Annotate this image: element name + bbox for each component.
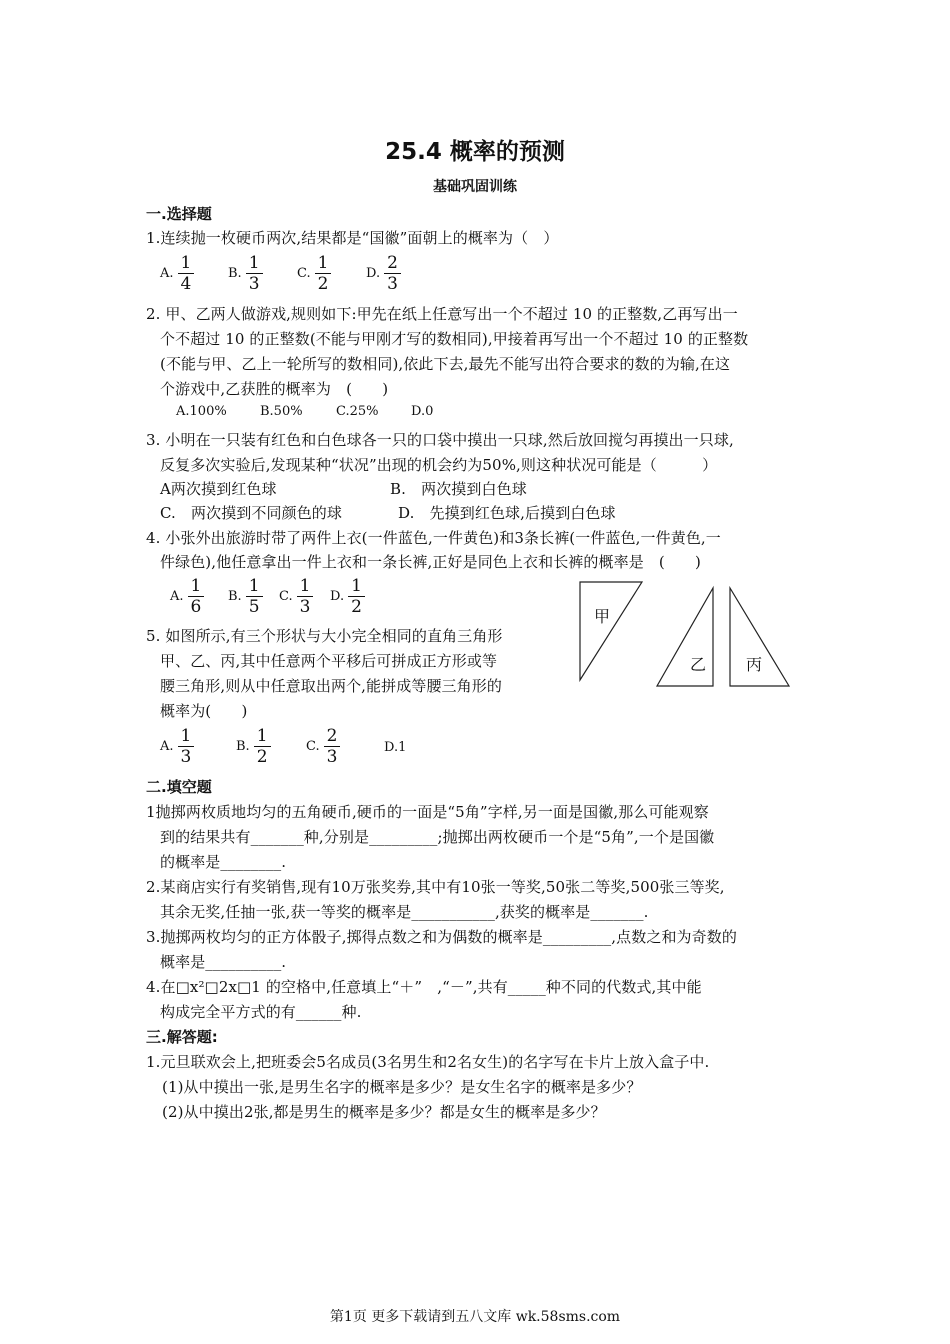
- page-subtitle: 基础巩固训练: [433, 179, 517, 195]
- question-3-option-b: B. 两次摸到白色球: [390, 480, 527, 498]
- question-5-option-a: A. $\frac{1}{3}$: [160, 726, 194, 767]
- triangle-label-yi: 乙: [690, 655, 707, 674]
- page-title: 25.4 概率的预测: [385, 139, 565, 165]
- question-2-line: (不能与甲、乙上一轮所写的数相同),依此下去,最先不能写出符合要求的数的为输,在这: [160, 355, 731, 373]
- question-2-option-a: A.100%: [176, 404, 227, 419]
- question-4-option-d: D. $\frac{1}{2}$: [330, 576, 365, 617]
- question-2-option-d: D.0: [411, 404, 434, 419]
- question-4-line: 件绿色),他任意拿出一件上衣和一条长裤,正好是同色上衣和长裤的概率是 ( ): [160, 553, 701, 571]
- fill-line: 其余无奖,任抽一张,获一等奖的概率是___________,获奖的概率是_______.: [160, 903, 649, 921]
- question-5-line: 腰三角形,则从中任意取出两个,能拼成等腰三角形的: [160, 677, 502, 695]
- triangle-label-jia: 甲: [594, 607, 611, 626]
- fill-line: 的概率是________.: [160, 853, 287, 871]
- fill-line: 2.某商店实行有奖销售,现有10万张奖券,其中有10张一等奖,50张二等奖,500张三等奖,: [146, 878, 725, 896]
- question-2-option-b: B.50%: [260, 404, 303, 419]
- fill-line: 到的结果共有_______种,分别是_________;抛掷出两枚硬币一个是“5角”,一个是国徽: [160, 828, 715, 846]
- fill-line: 构成完全平方式的有______种.: [160, 1003, 362, 1021]
- section-heading-answer: 三.解答题:: [146, 1028, 218, 1046]
- fill-line: 1抛掷两枚质地均匀的五角硬币,硬币的一面是“5角”字样,另一面是国徽,那么可能观察: [146, 803, 709, 821]
- answer-line: 1.元旦联欢会上,把班委会5名成员(3名男生和2名女生)的名字写在卡片上放入盒子中.: [146, 1053, 710, 1071]
- question-1-text: 1.连续抛一枚硬币两次,结果都是“国徽”面朝上的概率为（ ）: [146, 229, 559, 247]
- answer-line: (2)从中摸出2张,都是男生的概率是多少？都是女生的概率是多少？: [162, 1103, 606, 1121]
- fill-line: 概率是__________.: [160, 953, 287, 971]
- question-3-option-d: D. 先摸到红色球,后摸到白色球: [398, 504, 616, 522]
- question-3-line: 3. 小明在一只装有红色和白色球各一只的口袋中摸出一只球,然后放回搅匀再摸出一只球,: [146, 431, 734, 449]
- question-2-line: 个不超过 10 的正整数(不能与甲刚才写的数相同),甲接着再写出一个不超过 10 的正整数: [160, 330, 749, 348]
- question-5-option-b: B. $\frac{1}{2}$: [236, 726, 271, 767]
- question-5-line: 概率为( ): [160, 702, 248, 720]
- question-2-option-c: C.25%: [336, 404, 379, 419]
- question-4-option-b: B. $\frac{1}{5}$: [228, 576, 263, 617]
- question-1-option-b: B. $\frac{1}{3}$: [228, 253, 263, 294]
- triangles-figure: [570, 580, 800, 695]
- question-1-option-d: D. $\frac{2}{3}$: [366, 253, 401, 294]
- question-5-option-d: D.1: [384, 740, 407, 755]
- question-5-option-c: C. $\frac{2}{3}$: [306, 726, 340, 767]
- fill-line: 3.抛掷两枚均匀的正方体骰子,掷得点数之和为偶数的概率是_________,点数之和为奇数的: [146, 928, 737, 946]
- question-1-option-a: A. $\frac{1}{4}$: [160, 253, 194, 294]
- fill-line: 4.在□x²□2x□1 的空格中,任意填上“＋” ,“－”,共有_____种不同的代数式,其中能: [146, 978, 702, 996]
- question-3-option-c: C. 两次摸到不同颜色的球: [160, 504, 343, 522]
- question-4-option-c: C. $\frac{1}{3}$: [279, 576, 313, 617]
- question-5-line: 甲、乙、丙,其中任意两个平移后可拼成正方形或等: [160, 652, 498, 670]
- answer-line: (1)从中摸出一张,是男生名字的概率是多少？是女生名字的概率是多少？: [162, 1078, 642, 1096]
- triangle-jia: [580, 582, 642, 680]
- triangle-label-bing: 丙: [746, 655, 763, 674]
- question-2-line: 个游戏中,乙获胜的概率为 ( ): [160, 380, 389, 398]
- section-heading-choice: 一.选择题: [146, 205, 212, 223]
- question-2-line: 2. 甲、乙两人做游戏,规则如下:甲先在纸上任意写出一个不超过 10 的正整数,乙再写出一: [146, 305, 738, 323]
- section-heading-fill: 二.填空题: [146, 778, 212, 796]
- question-3-line: 反复多次实验后,发现某种“状况”出现的机会约为50%,则这种状况可能是（ ）: [160, 456, 718, 474]
- question-4-line: 4. 小张外出旅游时带了两件上衣(一件蓝色,一件黄色)和3条长裤(一件蓝色,一件黄色,一: [146, 529, 721, 547]
- question-4-option-a: A. $\frac{1}{6}$: [170, 576, 204, 617]
- question-1-option-c: C. $\frac{1}{2}$: [297, 253, 331, 294]
- page-footer: 第1页 更多下载请到五八文库 wk.58sms.com: [329, 1309, 621, 1325]
- question-3-option-a: A两次摸到红色球: [160, 480, 277, 498]
- question-5-line: 5. 如图所示,有三个形状与大小完全相同的直角三角形: [146, 627, 503, 645]
